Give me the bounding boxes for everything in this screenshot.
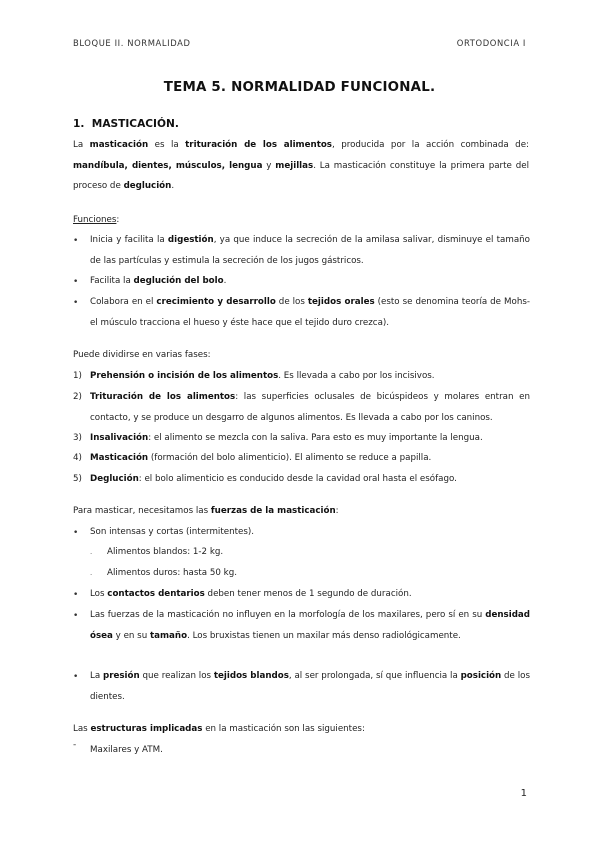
fase-item-4: Masticación (formación del bolo alimenticio). El alimento se reduce a papilla. — [90, 453, 432, 463]
page-number: 1 — [520, 788, 527, 799]
fuerzas-subitem-1: Alimentos blandos: 1-2 kg. — [107, 547, 224, 557]
fase-item-3: Insalivación: el alimento se mezcla con la saliva. Para esto es muy importante la lengua. — [90, 433, 483, 443]
estructuras-intro: Las estructuras implicadas en la masticación son las siguientes: — [73, 724, 365, 734]
bullet-icon: • — [73, 277, 79, 287]
funciones-label: Funciones: — [73, 215, 120, 225]
bullet-icon: • — [73, 590, 79, 600]
fuerzas-item-3: Las fuerzas de la masticación no influyen en la morfología de los maxilares, pero sí en su densidad ósea y en su tamaño. Los bruxistas tienen un maxilar más denso radiológicamente. — [90, 610, 530, 641]
section-heading-masticacion: 1. MASTICACIÓN. — [73, 118, 179, 130]
sub-bullet-icon: · — [90, 571, 93, 579]
fase-number: 1) — [73, 371, 82, 381]
bullet-icon: • — [73, 528, 79, 538]
fuerzas-intro: Para masticar, necesitamos las fuerzas de la masticación: — [73, 506, 339, 516]
bullet-icon: • — [73, 611, 79, 621]
bullet-icon: • — [73, 236, 79, 246]
header-left: BLOQUE II. NORMALIDAD — [73, 38, 191, 48]
estructuras-item-1: Maxilares y ATM. — [90, 745, 163, 755]
fase-number: 5) — [73, 474, 82, 484]
fase-item-2: Trituración de los alimentos: las superficies oclusales de bicúspideos y molares entran en contacto, y se produce un desgarro de algunos alimentos. Es llevada a cabo por los caninos. — [90, 392, 530, 423]
fuerzas-item-2: Los contactos dentarios deben tener menos de 1 segundo de duración. — [90, 589, 412, 599]
dash-icon: - — [73, 740, 77, 750]
sub-bullet-icon: · — [90, 550, 93, 558]
funciones-item-2: Facilita la deglución del bolo. — [90, 276, 227, 286]
fuerzas-item-4: La presión que realizan los tejidos blandos, al ser prolongada, sí que influencia la posición de los dientes. — [90, 671, 530, 702]
bullet-icon: • — [73, 672, 79, 682]
page-title: TEMA 5. NORMALIDAD FUNCIONAL. — [163, 80, 436, 95]
funciones-item-3: Colabora en el crecimiento y desarrollo de los tejidos orales (esto se denomina teoría de Mohs- el músculo tracciona el hueso y éste hace que el tejido duro crezca). — [90, 297, 530, 328]
fuerzas-item-1: Son intensas y cortas (intermitentes). — [90, 527, 255, 537]
fase-number: 3) — [73, 433, 82, 443]
fases-intro: Puede dividirse en varias fases: — [73, 350, 211, 360]
fase-number: 4) — [73, 453, 82, 463]
fase-number: 2) — [73, 392, 82, 402]
intro-paragraph: La masticación es la trituración de los alimentos, producida por la acción combinada de: mandíbula, dientes, músculos, lengua y mejillas. La masticación constituye la primera parte del proceso de deglución. — [73, 140, 530, 191]
header-right: ORTODONCIA I — [456, 38, 526, 48]
fase-item-1: Prehensión o incisión de los alimentos. Es llevada a cabo por los incisivos. — [90, 371, 435, 381]
fuerzas-subitem-2: Alimentos duros: hasta 50 kg. — [107, 568, 237, 578]
bullet-icon: • — [73, 298, 79, 308]
funciones-item-1: Inicia y facilita la digestión, ya que induce la secreción de la amilasa salivar, disminuye el tamaño de las partículas y estimula la secreción de los jugos gástricos. — [90, 235, 530, 266]
fase-item-5: Deglución: el bolo alimenticio es conducido desde la cavidad oral hasta el esófago. — [90, 474, 457, 484]
